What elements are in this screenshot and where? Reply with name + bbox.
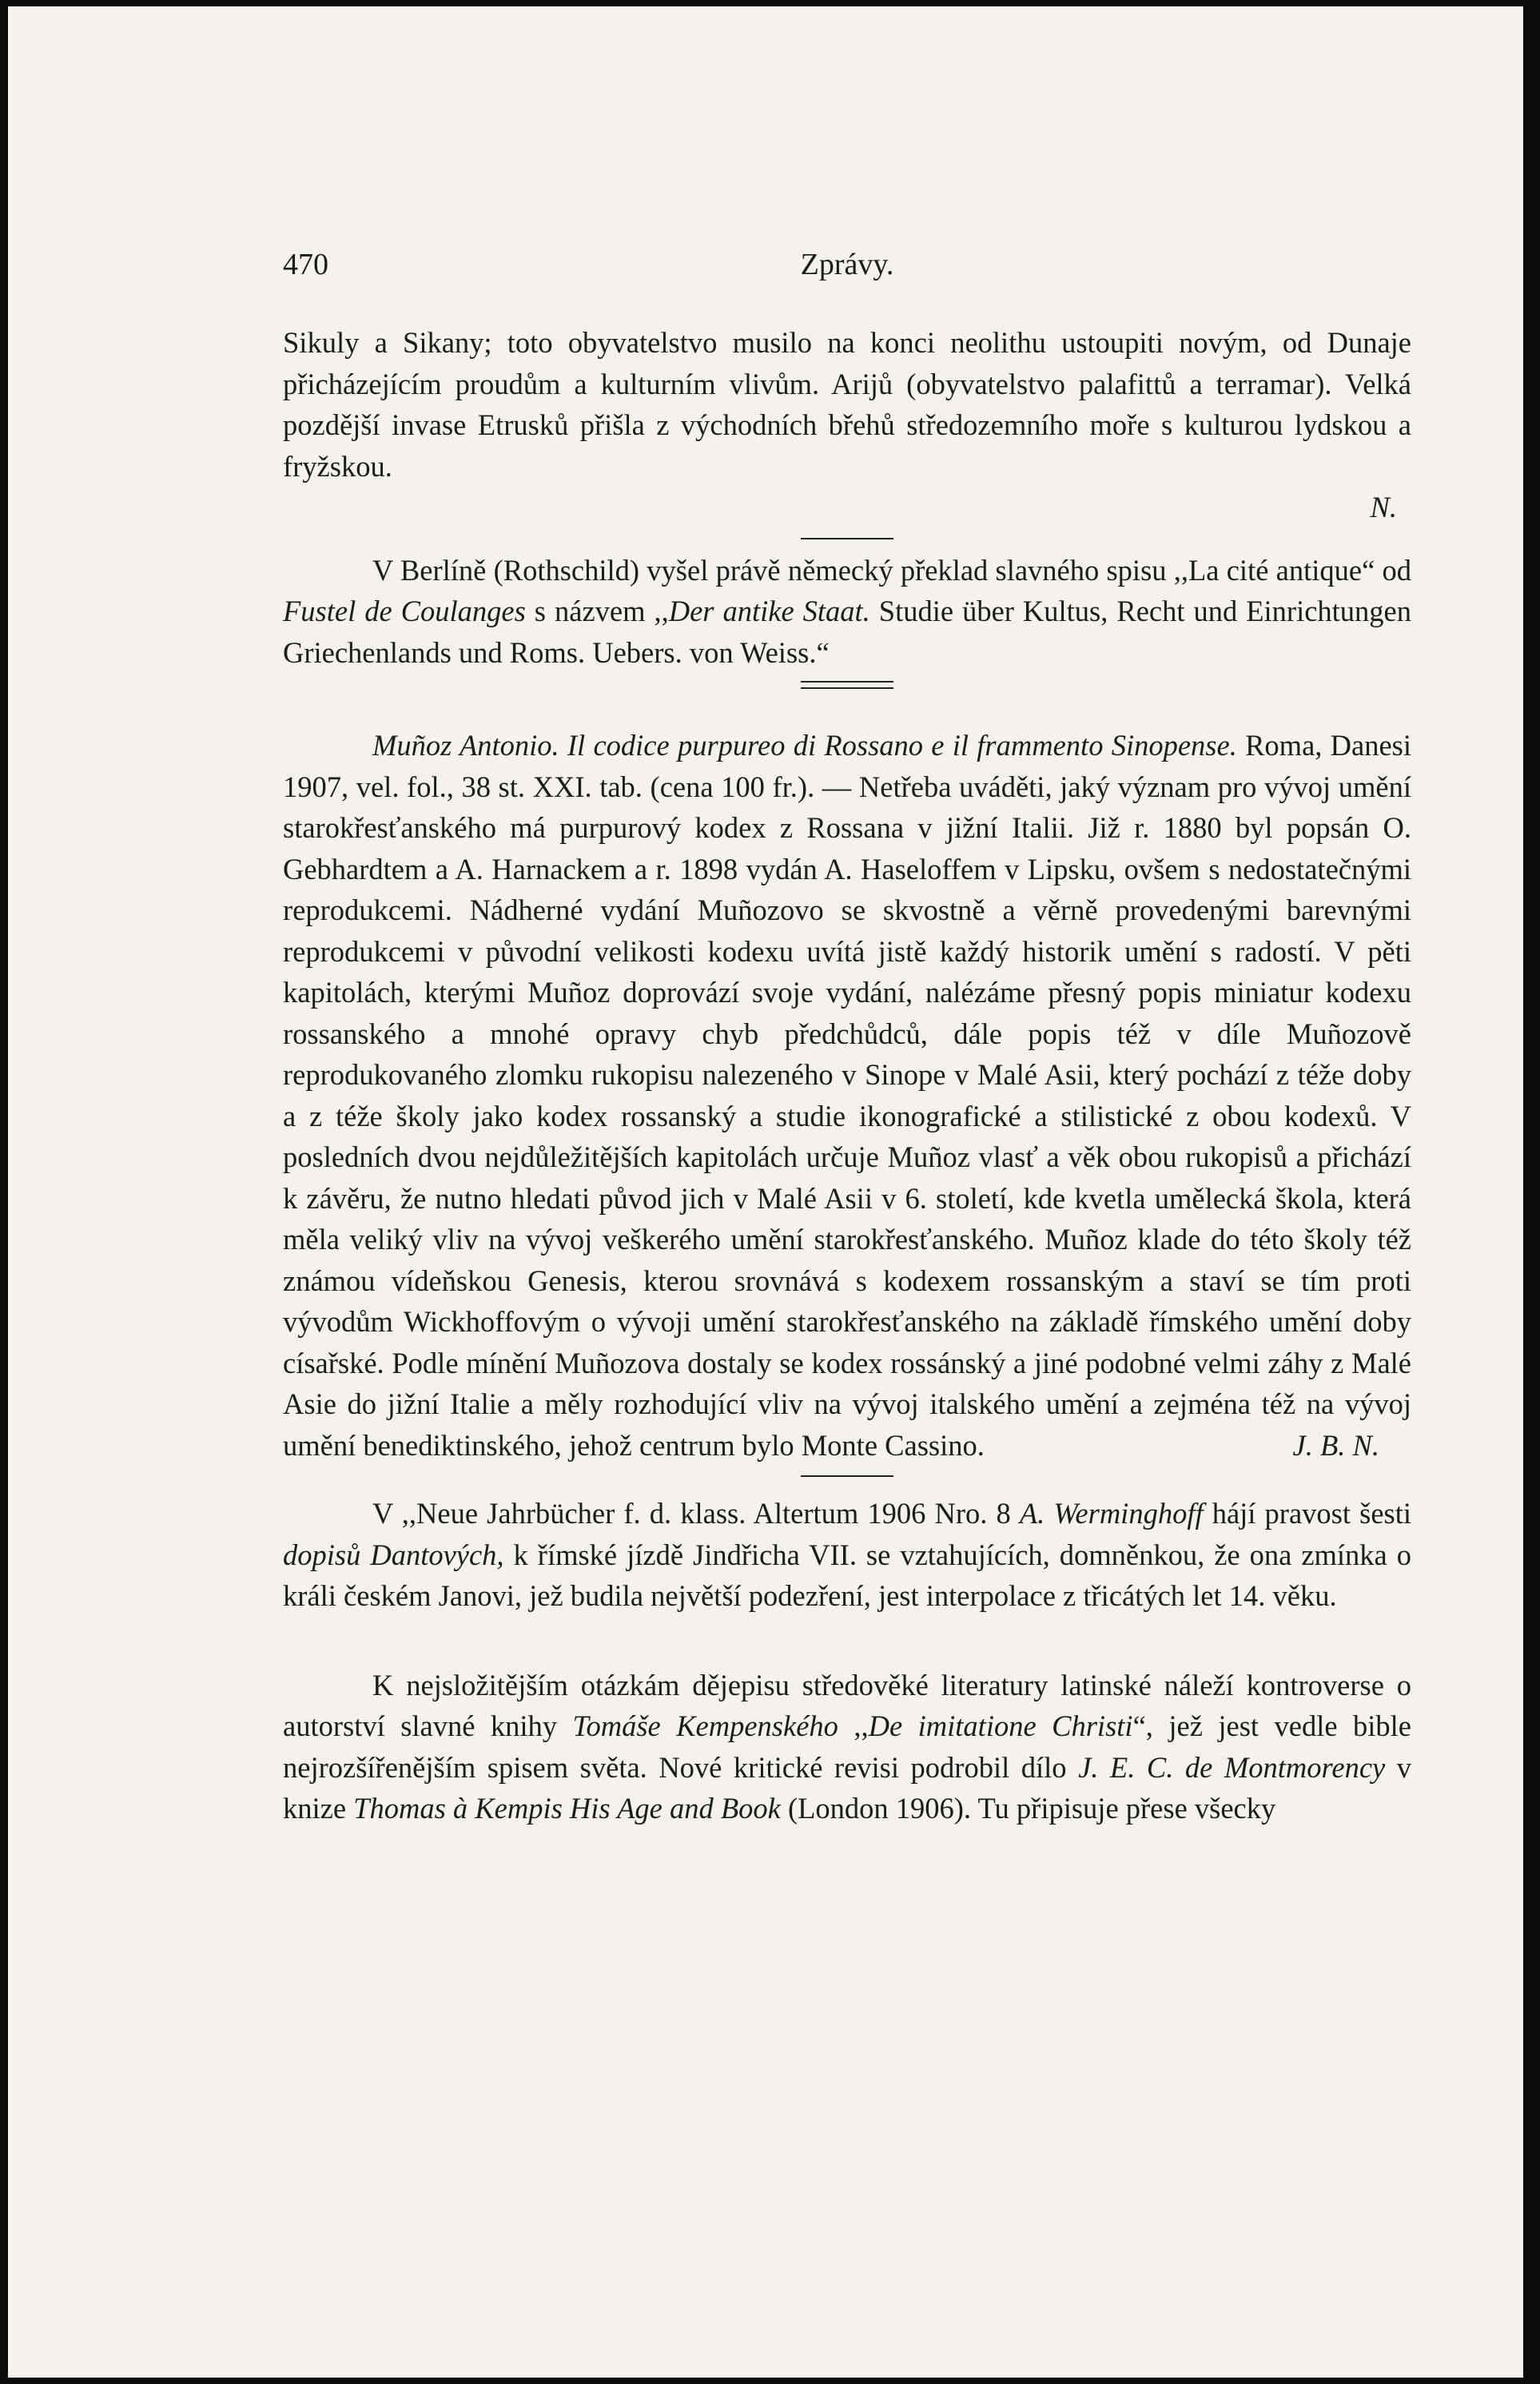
section-divider — [283, 528, 1411, 550]
section-divider — [283, 1466, 1411, 1493]
kempis-text-2: ,, — [838, 1709, 869, 1742]
running-head — [283, 245, 1411, 285]
paragraph-werminghoff — [283, 1493, 1411, 1617]
kempis-text-4: v knize — [283, 1750, 1411, 1825]
paragraph-kempis — [283, 1665, 1411, 1829]
kempis-title: De imitatione Christi — [868, 1709, 1133, 1742]
signature-jbn: J. B. N. — [1292, 1428, 1379, 1462]
munoz-title: Il codice purpureo di Rossano e il frammento Sinopense. — [559, 729, 1237, 762]
kempis-author: Tomáše Kempenského — [572, 1709, 838, 1742]
werminghoff-letters: dopisů Dantových, — [283, 1538, 504, 1571]
paragraph-berlin — [283, 550, 1411, 674]
body-text — [283, 322, 1411, 1829]
werminghoff-author: A. Werminghoff — [1019, 1497, 1204, 1530]
kempis-text-5: (London 1906). Tu připisuje přese všecky — [780, 1792, 1276, 1825]
scanned-page — [8, 6, 1523, 2378]
paragraph-sikuly — [283, 322, 1411, 487]
berlin-text-2: s názvem ,, — [525, 595, 669, 627]
kempis-text-1: K nejsložitějším otázkám dějepisu středověké literatury latinské náleží kontroverse o autorství slavné knihy — [283, 1668, 1411, 1742]
paragraph-munoz — [283, 725, 1411, 1466]
section-divider-double — [283, 673, 1411, 711]
werminghoff-text-3: k římské jízdě Jindřicha VII. se vztahujících, domněnkou, že ona zmínka o králi českém Janovi, jež budila největší podezření, jest interpolace z třicátých let 14. věku. — [283, 1538, 1411, 1612]
werminghoff-text-1: V ,,Neue Jahrbücher f. d. klass. Altertum 1906 Nro. 8 — [372, 1497, 1020, 1530]
signature-n: N. — [1370, 491, 1397, 523]
berlin-author: Fustel de Coulanges — [283, 595, 526, 627]
paragraph-gap — [283, 1617, 1411, 1665]
paragraph-sikuly-text: Sikuly a Sikany; toto obyvatelstvo musilo na konci neolithu ustoupiti novým, od Dunaje přicházejícím proudům a kulturním vlivům. Arijů (obyvatelstvo palafittů a terramar). Velká pozdější invase Etrusků přišla z východních břehů středozemního moře s kulturou lydskou a fryžskou. — [283, 326, 1411, 483]
kempis-text-3: “, jež jest vedle bible nejrozšířenějším spisem světa. Nové kritické revisi podrobil dílo — [283, 1709, 1411, 1784]
section-title: Zprávy. — [800, 248, 894, 281]
berlin-text-3: Studie über Kultus, Recht und Einrichtungen Griechenlands und Roms. Uebers. von Weiss.“ — [283, 595, 1412, 669]
munoz-author: Muñoz Antonio. — [372, 729, 559, 762]
kempis-book: Thomas à Kempis His Age and Book — [353, 1792, 781, 1825]
kempis-critic: J. E. C. de Montmorency — [1078, 1750, 1386, 1784]
page-number: 470 — [283, 248, 328, 281]
berlin-text-1: V Berlíně (Rothschild) vyšel právě německý překlad slavného spisu ,,La cité antique“ od — [372, 553, 1411, 587]
werminghoff-text-2: hájí pravost šesti — [1203, 1497, 1412, 1530]
berlin-title: Der antike Staat. — [668, 595, 870, 627]
munoz-text: Roma, Danesi 1907, vel. fol., 38 st. XXI. tab. (cena 100 fr.). — Netřeba uváděti, jaký význam pro vývoj umění starokřesťanského má purpurový kodex z Rossana v jižní Italii. Již r. 1880 byl popsán O. Gebhardtem a A. Harnackem a r. 1898 vydán A. Haseloffem v Lipsku, ovšem s nedostatečnými reprodukcemi. Nádherné vydání Muñozovo se skvostně a věrně provedenými barevnými reprodukcemi v původní velikosti kodexu uvítá jistě každý historik umění s radostí. V pěti kapitolách, kterými Muñoz doprovází svoje vydání, nalézáme přesný popis miniatur kodexu rossanského a mnohé opravy chyb předchůdců, dále popis též v díle Muñozově reprodukovaného zlomku rukopisu nalezeného v Sinope v Malé Asii, který pochází z téže doby a z téže školy jako kodex rossanský a studie ikonografické a stilistické z obou kodexů. V posledních dvou nejdůležitějších kapitolách určuje Muñoz vlasť a věk obou rukopisů a přichází k závěru, že nutno hledati původ jich v Malé Asii v 6. století, kde kvetla umělecká škola, která měla veliký vliv na vývoj veškerého umění starokřesťanského. Muñoz klade do této školy též známou vídeňskou Genesis, kterou srovnává s kodexem rossanským a staví se tím proti vývodům Wickhoffovým o vývoji umění starokřesťanského na základě římského umění doby císařské. Podle mínění Muñozova dostaly se kodex rossánský a jiné podobné velmi záhy z Malé Asie do jižní Italie a měly rozhodující vliv na vývoj italského umění a zejména též na vývoj umění benediktinského, jehož centrum bylo Monte Cassino. — [283, 729, 1411, 1462]
